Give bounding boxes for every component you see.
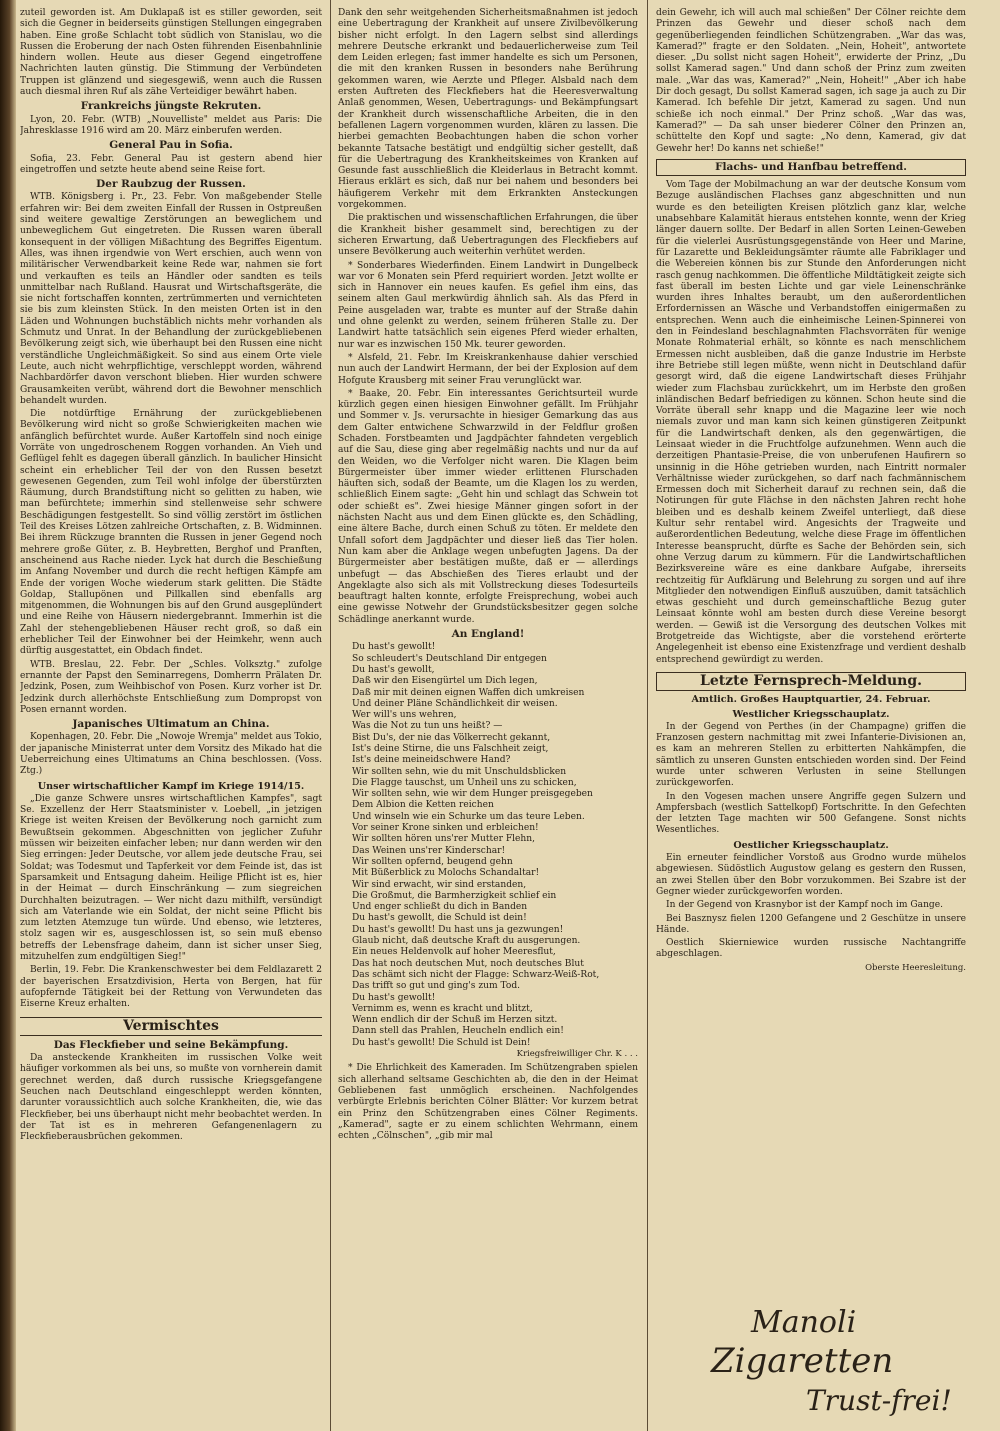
poem-line: Daß mir mit deinen eignen Waffen dich umkreisen xyxy=(352,687,585,698)
poem-line: Du hast's gewollt, xyxy=(352,664,435,675)
poem-line: Die Flagge tauschst, um Unheil uns zu schicken, xyxy=(352,777,577,788)
poem-line: Das schämt sich nicht der Flagge: Schwarz-Weiß-Rot, xyxy=(352,969,600,980)
article-text: dein Gewehr, ich will auch mal schießen" Der Cölner reichte dem Prinzen das Gewehr und dieser schoß nach dem gegenüberliegenden feindlichen Schützengraben. „War das was, Kamerad?" fragte er den Soldaten. „Nein, Hoheit", antwortete dieser. „Du sollst nicht sagen Hoheit", erwiderte der Prinz, „Du sollst Kamerad sagen." Und dann schoß der Prinz zum zweiten male. „War das was, Kamerad?" „Nein, Hoheit!" „Aber ich habe Dir doch gesagt, Du sollst Kamerad sagen, ich sage ja auch zu Dir Kamerad. Ich befehle Dir jetzt, Kamerad zu sagen. Und nun schieße ich noch einmal." Der Prinz schoß. „War das was, Kamerad?" — Da sah unser biederer Cölner den Prinzen an, schüttelte den Kopf und sagte: „No denn, Kamerad, giv dat Gewehr her! Do kanns net schieße!" xyxy=(656,8,966,154)
poem-line: Du hast's gewollt! Die Schuld ist Dein! xyxy=(352,1037,531,1048)
manoli-advertisement xyxy=(656,1298,966,1418)
column-1 xyxy=(20,8,322,1423)
article-text: Die notdürftige Ernährung der zurückgebliebenen Bevölkerung wird nicht so große Schwierigkeiten machen wie anfänglich befürchtet wurde. Außer Kartoffeln sind noch einige Vorräte von ungedroschenem Roggen vorhanden. An Vieh und Geflügel fehlt es dagegen überall gänzlich. In baulicher Hinsicht scheint ein erheblicher Teil der von den Russen besetzt gewesenen Gegenden, zum Teil wohl infolge der überstürzten Räumung, durch Brandstiftung nicht so gelitten zu haben, wie man befürchtete; immerhin sind stellenweise sehr schwere Beschädigungen festgestellt. So sind völlig zerstört im östlichen Teil des Kreises Lötzen zahlreiche Ortschaften, z. B. Widminnen. Bei ihrem Rückzuge brannten die Russen in jener Gegend noch mehrere große Güter, z. B. Heybretten, Berghof und Pranften, anscheinend aus Rache nieder. Lyck hat durch die Beschießung im Anfang November und durch die recht heftigen Kämpfe am Ende der vorigen Woche wiederum stark gelitten. Die Städte Goldap, Stallupönen und Pillkallen sind ebenfalls arg mitgenommen, die Wohnungen bis auf den Grund ausgeplündert und eine Reihe von Häusern niedergebrannt. Immerhin ist die Zahl der stehengebliebenen Häuser recht groß, so daß ein erheblicher Teil der Einwohner bei der Heimkehr, wenn auch dürftig ausgestattet, ein Obdach findet. xyxy=(20,409,322,657)
poem-line: Wir sollten hören uns'rer Mutter Flehn, xyxy=(352,834,536,845)
poem-line: Und enger schließt du dich in Banden xyxy=(352,902,528,913)
article-text: zuteil geworden ist. Am Duklapaß ist es stiller geworden, seit sich die Gegner in beiderseits günstigen Stellungen eingegraben haben. Eine große Schlacht tobt südlich von Stanislau, wo die Russen die Eroberung der nach Osten führenden Eisenbahnlinie hindern wollen. Heute aus dieser Gegend eingetroffene Nachrichten lauten günstig. Die Stimmung der Verbündeten Truppen ist glänzend und siegesgewiß, wenn auch die Russen auch diesmal ihren Ruf als zähe Verteidiger bewährt haben. xyxy=(20,8,322,98)
article-text: Oestlich Skierniewice wurden russische Nachtangriffe abgeschlagen. xyxy=(656,938,966,960)
poem-line: Das Weinen uns'rer Kinderschar! xyxy=(352,845,506,856)
binding-gutter xyxy=(0,0,16,1431)
poem-line: Ist's deine Stirne, die uns Falschheit zeigt, xyxy=(352,744,549,754)
poem-line: Dann stell das Prahlen, Heucheln endlich ein! xyxy=(352,1026,564,1037)
poem-line: Wir sollten opfernd, beugend gehn xyxy=(352,856,513,867)
article-text: Berlin, 19. Febr. Die Krankenschwester bei dem Feldlazarett 2 der bayerischen Ersatzdivision, Herta von Bergen, hat für aufopfernde Tätigkeit bei der Rettung von Verwundeten das Eiserne Kreuz erhalten. xyxy=(20,965,322,1010)
headline-raubzug: Der Raubzug der Russen. xyxy=(96,178,246,191)
column-rule-1 xyxy=(330,0,331,1431)
headline-japan: Japanisches Ultimatum an China. xyxy=(72,718,270,731)
poem-line: Wenn endlich dir der Schuß im Herzen sitzt. xyxy=(352,1015,558,1026)
poem-line: Wir sind erwacht, wir sind erstanden, xyxy=(352,879,527,890)
poem-line: Das trifft so gut und ging's zum Tod. xyxy=(352,981,521,992)
headline-east: Oestlicher Kriegsschauplatz. xyxy=(733,839,889,851)
article-text: Bei Basznysz fielen 1200 Gefangene und 2 Geschütze in unsere Hände. xyxy=(656,913,966,935)
article-text: Da ansteckende Krankheiten im russischen Volke weit häufiger vorkommen als bei uns, so mußte von vornherein damit gerechnet werden, daß durch russische Kriegsgefangene Seuchen nach Deutschland eingeschleppt werden könnten, darunter voraussichtlich auch solche Krankheiten, die, wie das Fleckfieber, bei uns überhaupt nicht mehr beobachtet werden. In der Tat ist es in mehreren Gefangenenlagern zu Fleckfieberausbrüchen gekommen. xyxy=(20,1053,322,1143)
article-text: * Die Ehrlichkeit des Kameraden. Im Schützengraben spielen sich allerhand seltsame Geschichten ab, die den in der Heimat Gebliebenen fast unmöglich erscheinen. Nachfolgendes verbürgte Erlebnis berichten Cölner Blätter: Vor kurzem betrat ein Prinz den Schützengraben eines Cölner Regiments. „Kamerad", sagte er zu einem schlichten Wehrmann, einem echten „Cölnschen", „gib mir mal xyxy=(338,1063,638,1142)
headline-flachs: Flachs- und Hanfbau betreffend. xyxy=(656,159,966,176)
article-text: WTB. Breslau, 22. Febr. Der „Schles. Volksztg." zufolge ernannte der Papst den Seminarregens, Domherrn Prälaten Dr. Jedzink, Posen, zum Weihbischof von Posen. Kurz vorher ist Dr. Jedzink durch allerhöchste Entschließung zum Dompropst von Posen ernannt worden. xyxy=(20,659,322,715)
column-rule-2 xyxy=(647,0,648,1431)
section-vermischtes: Vermischtes xyxy=(20,1017,322,1036)
article-text: In den Vogesen machen unsere Angriffe gegen Sulzern und Ampfersbach (westlich Sattelkopf) Fortschritte. In den Gefechten der letzten Tage machten wir 500 Gefangene. Sonst nichts Wesentliches. xyxy=(656,791,966,836)
poem xyxy=(338,642,638,1049)
article-text: In der Gegend von Krasnybor ist der Kampf noch im Gange. xyxy=(666,900,944,911)
poem-line: Die Großmut, die Barmherzigkeit schlief ein xyxy=(352,890,557,901)
column-3 xyxy=(656,8,966,1423)
dateline: Amtlich. Großes Hauptquartier, 24. Februar. xyxy=(691,694,931,706)
article-text: Vom Tage der Mobilmachung an war der deutsche Konsum vom Bezuge ausländischen Flachses ganz abgeschnitten und nun wurde es den beteiligten Kreisen plötzlich ganz klar, welche unabsehbare Kalamität hieraus entstehen konnte, wenn der Krieg länger dauern sollte. Der Bedarf in allen Sorten Leinen-Geweben für die vielerlei Ausrüstungsgegenstände von Heer und Marine, für Lazarette und Bekleidungsämter räumte alle Fabriklager und die Webereien können bis zur Stunde den Anforderungen nicht rasch genug nachkommen. Die öffentliche Mildtätigkeit zeigte sich fast überall im besten Lichte und gar viele Leinenschränke wurden ihres Inhaltes beraubt, um den außerordentlichen Erfordernissen an Wäsche und Verbandstoffen einigermaßen zu entsprechen. Wenn auch die einheimische Leinen-Spinnerei von den in Feindesland beschlagnahmten Flachsvorräten für wenige Monate Rohmaterial erhält, so könnte es nach menschlichem Ermessen nicht ausbleiben, daß die ganze Industrie im Herbste ihre Betriebe still legen müßte, wenn nicht in Deutschland dafür gesorgt wird, daß die eigene Landwirtschaft dieses Frühjahr wieder zum Flachsbau zurückkehrt, um im Herbste den großen inländischen Bedarf befriedigen zu können. Schon heute sind die Vorräte überall sehr knapp und die Magazine leer wie noch niemals zuvor und man kann sich keinen günstigeren Zeitpunkt für die Landwirtschaft denken, als den gegenwärtigen, die Leinsaat wieder in die Fruchtfolge aufzunehmen. Wenn auch die derzeitigen Phantasie-Preise, die von unberufenen Haufirern so unsinnig in die Höhe getrieben wurden, nach Eintritt normaler Verhältnisse wieder zurückgehen, so darf nach fachmännischem Ermessen doch mit Sicherheit darauf zu rechnen sein, daß die Notirungen für gute Flächse in den nächsten Jahren recht hohe bleiben und es deshalb keinem Zweifel unterliegt, daß diese Kultur sehr rentabel wird. Angesichts der Tragweite und außerordentlichen Bedeutung, welche diese Frage im öffentlichen Interesse beansprucht, dürfte es Sache der Behörden sein, sich ohne Verzug darum zu kümmern. Für die Landwirtschaftlichen Bezirksvereine wäre es eine dankbare Aufgabe, ihrerseits rechtzeitig für Aufklärung und Belehrung zu sorgen und auf ihre Mitglieder den notwendigen Einfluß auszuüben, damit tatsächlich etwas geschieht und durch gemeinschaftliche Bezug guter Leinsaat könnte wohl am besten durch diese Vereine besorgt werden. — Gewiß ist die Versorgung des deutschen Volkes mit Brotgetreide das Wichtigste, aber die vorstehend erörterte Angelegenheit ist ebenso eine Existenzfrage und verdient deshalb entsprechend gewürdigt zu werden. xyxy=(656,180,966,665)
ad-product: Zigaretten xyxy=(711,1341,894,1381)
poem-line: Wir sollten sehn, wie du mit Unschuldsblicken xyxy=(352,766,567,777)
article-text: Ein erneuter feindlicher Vorstoß aus Grodno wurde mühelos abgewiesen. Südöstlich Augustow gelang es gestern den Russen, an zwei Stellen über den Bobr vorzukommen. Bei Szabre ist der Gegner wieder zurückgeworfen worden. xyxy=(656,853,966,897)
poem-line: Vernimm es, wenn es kracht und blitzt, xyxy=(352,1003,533,1014)
column-2 xyxy=(338,8,638,1423)
poem-line: Bist Du's, der nie das Völkerrecht gekannt, xyxy=(352,732,551,743)
signature-oberste-heeresleitung: Oberste Heeresleitung. xyxy=(865,962,966,973)
article-text: * Sonderbares Wiederfinden. Einem Landwirt in Dungelbeck war vor 6 Monaten sein Pferd requiriert worden. Jetzt wollte er sich in Hannover ein neues kaufen. Es gefiel ihm eins, das seinem alten Gaul merkwürdig ähnlich sah. Als das Pferd in Peine ausgeladen war, trabte es munter auf der Straße dahin und ohne gelenkt zu werden, seinem früheren Stalle zu. Der Landwirt hatte tatsächlich sein eigenes Pferd wieder erhalten, nur war es inzwischen 150 Mk. teurer geworden. xyxy=(338,260,638,350)
article-text: * Baake, 20. Febr. Ein interessantes Gerichtsurteil wurde kürzlich gegen einen hiesigen Einwohner gefällt. Im Frühjahr und Sommer v. Js. verursachte in hiesiger Gemarkung das aus dem Galter entwichene Schwarzwild in der Feldflur großen Schaden. Forstbeamten und Jagdpächter fahndeten vergeblich auf die Sau, diese ging aber regelmäßig nachts und nur da auf den Weiden, wo die Verfolger nicht waren. Die Klagen beim Bürgermeister über immer wieder erlittenen Flurschaden häuften sich, sodaß der Beamte, um die Klagen los zu werden, schließlich Einem sagte: „Geht hin und schlagt das Schwein tot oder schießt es". Zwei hiesige Männer gingen sofort in der nächsten Nacht aus und dem Einen glückte es, den Schädling, eine ältere Bache, durch einen Schuß zu töten. Er meldete den Unfall sofort dem Jagdpächter und dieser ließ das Tier holen. Nun kam aber die Anklage wegen unbefugten Jagens. Da der Bürgermeister aber bestätigen mußte, daß er — allerdings unbefugt — das Abschießen des Tieres erlaubt und der Angeklagte also sich als mit Vollstreckung dieses Todesurteils beauftragt halten konnte, erfolgte Freisprechung, wobei auch eine gewisse Notwehr der Grundstücksbesitzer gegen solche Schädlinge anerkannt wurde. xyxy=(338,388,638,625)
poem-line: Dem Albion die Ketten reichen xyxy=(352,800,494,811)
poem-line: Was die Not zu tun uns heißt? — xyxy=(352,721,503,732)
article-text: Kopenhagen, 20. Febr. Die „Nowoje Wremja" meldet aus Tokio, der japanische Ministerrat unter dem Vorsitz des Mikado hat die Ueberreichung eines Ultimatums an China beschlossen. (Voss. Ztg.) xyxy=(20,732,322,777)
article-text: Lyon, 20. Febr. (WTB) „Nouvelliste" meldet aus Paris: Die Jahresklasse 1916 wird am 20. März einberufen werden. xyxy=(20,114,322,136)
poem-line: Ein neues Heldenvolk auf hoher Meeresflut, xyxy=(352,947,556,958)
article-text: Die praktischen und wissenschaftlichen Erfahrungen, die über die Krankheit bisher gesammelt sind, berechtigen zu der sicheren Erwartung, daß Uebertragungen des Fleckfiebers auf unsere Bevölkerung auch weiterhin verhütet werden. xyxy=(338,213,638,258)
poem-line: Glaub nicht, daß deutsche Kraft du ausgerungen. xyxy=(352,936,581,947)
article-text: „Die ganze Schwere unsres wirtschaftlichen Kampfes", sagt Se. Exzellenz der Herr Staatsminister v. Loebell, „in jetzigen Kriege ist weiten Kreisen der Bevölkerung noch garnicht zum Bewußtsein gekommen. Abgeschnitten von jeglicher Zufuhr müssen wir beizeiten einfacher leben; nur dann werden wir den Sieg erringen: Jeder Deutsche, vor allem jede deutsche Frau, sei Soldat; was Todesmut und Tapferkeit vor dem Feinde ist, das ist Sparsamkeit und Entsagung daheim. Heilige Pflicht ist es, hier in der Heimat — durch Einschränkung — zum siegreichen Durchhalten beizutragen. — Wer nicht dazu mithilft, versündigt sich am Vaterlande wie ein Soldat, der nicht seine Pflicht bis zum letzten Atemzuge tun würde. Und ebenso, wie letzteres, stolz sagen wir es, ausgeschlossen ist, so sein muß ebenso betreffs der Lebensfrage daheim, dann ist sicher unser Sieg, mitzuhelfen zum endgültigen Sieg!" xyxy=(20,793,322,963)
headline-poem: An England! xyxy=(451,628,525,641)
poem-line: Und deiner Pläne Schändlichkeit dir weisen. xyxy=(352,698,558,709)
poem-line: Das hat noch deutschen Mut, noch deutsches Blut xyxy=(352,958,584,969)
article-text: Sofia, 23. Febr. General Pau ist gestern abend hier eingetroffen und setzte heute abend seine Reise fort. xyxy=(20,153,322,175)
article-text: Dank den sehr weitgehenden Sicherheitsmaßnahmen ist jedoch eine Uebertragung der Krankheit auf unsere Zivilbevölkerung bisher nicht erfolgt. In den Lagern selbst sind allerdings mehrere Deutsche erkrankt und bedauerlicherweise zum Teil dem Leiden erlegen; fast immer handelte es sich um Personen, die mit den kranken Russen in besonders nahe Berührung gekommen waren, wie Aerzte und Pfleger. Alsbald nach dem ersten Auftreten des Fleckfiebers hat die Heeresverwaltung Anlaß genommen, Wesen, Uebertragungs- und Bekämpfungsart der Krankheit durch wissenschaftliche Arbeiten, die in den befallenen Lagern vorgenommen wurden, klären zu lassen. Die hierbei gemachten Beobachtungen haben die schon vorher bekannte Tatsache bestätigt und endgültig sicher gestellt, daß für die Uebertragung des Krankheitskeimes von Kranken auf Gesunde fast ausschließlich die Kleiderlaus in Betracht kommt. Hieraus erklärt es sich, daß nur bei nahem und besonders bei häufigerem Verkehr mit dem Erkrankten Ansteckungen vorgekommen. xyxy=(338,8,638,211)
poem-line: Mit Büßerblick zu Molochs Schandaltar! xyxy=(352,868,540,879)
headline-pau: General Pau in Sofia. xyxy=(109,139,233,152)
poem-line: Wir sollten sehn, wie wir dem Hunger preisgegeben xyxy=(352,789,593,800)
headline-france: Frankreichs jüngste Rekruten. xyxy=(80,100,262,113)
headline-fleckfieber: Das Fleckfieber und seine Bekämpfung. xyxy=(53,1038,289,1051)
headline-last-report: Letzte Fernsprech-Meldung. xyxy=(656,672,966,691)
article-text: In der Gegend von Perthes (in der Champagne) griffen die Franzosen gestern nachmittag mit zwei Infanterie-Divisionen an, es kam an mehreren Stellen zu erbitterten Nahkämpfen, die sämtlich zu unseren Gunsten entschieden worden sind. Der Feind wurde unter schweren Verlusten in seine Stellungen zurückgeworfen. xyxy=(656,721,966,789)
poem-line: Ist's deine meineidschwere Hand? xyxy=(352,755,511,766)
poem-line: Du hast's gewollt! xyxy=(352,642,436,653)
poem-line: Vor seiner Krone sinken und erbleichen! xyxy=(352,823,539,834)
headline-west: Westlicher Kriegsschauplatz. xyxy=(732,708,890,720)
article-text: WTB. Königsberg i. Pr., 23. Febr. Von maßgebender Stelle erfahren wir: Bei dem zweiten Einfall der Russen in Ostpreußen sind weitere gewaltige Zerstörungen an beweglichem und unbeweglichem Gut eingetreten. Die Russen waren überall konsequent in der völligen Mißachtung des Begriffes Eigentum. Alles, was ihnen irgendwie von Wert erschien, auch wenn von militärischer Verwendbarkeit keine Rede war, nahmen sie fort und verkauften es teils an Händler oder sandten es teils unmittelbar nach Rußland. Hausrat und Wirtschaftsgeräte, die sie nicht fortschaffen konnten, zertrümmerten und vernichteten sie bis zum kleinsten Stück. In den meisten Orten ist in den Läden und Wohnungen buchstäblich nichts mehr vorhanden als Schmutz und Unrat. In der Behandlung der zurückgebliebenen Bevölkerung zeigt sich, wie überhaupt bei den Russen eine nicht verständliche Ungleichmäßigkeit. So sind aus einem Orte viele Leute, auch nicht wehrpflichtige, verschleppt worden, während Nachbardörfer davon verschont blieben. Hier wurden schwere Grausamkeiten verübt, während dort die Bewohner menschlich behandelt wurden. xyxy=(20,192,322,406)
poem-line: Und winseln wie ein Schurke um das teure Leben. xyxy=(352,811,585,822)
newspaper-page xyxy=(16,0,1000,1431)
poem-signature: Kriegsfreiwilliger Chr. K . . . xyxy=(516,1049,638,1060)
article-text: * Alsfeld, 21. Febr. Im Kreiskrankenhause dahier verschied nun auch der Landwirt Hermann, der bei der Explosion auf dem Hofgute Krausberg mit seiner Frau verunglückt war. xyxy=(338,352,638,386)
ad-slogan: Trust-frei! xyxy=(806,1384,952,1417)
poem-line: Du hast's gewollt! Du hast uns ja gezwungen! xyxy=(352,924,564,935)
poem-line: So schleudert's Deutschland Dir entgegen xyxy=(352,653,547,664)
headline-kampf: Unser wirtschaftlicher Kampf im Kriege 1914/15. xyxy=(37,780,305,792)
poem-line: Wer will's uns wehren, xyxy=(352,710,457,721)
ad-brand: Manoli xyxy=(751,1305,857,1340)
poem-line: Du hast's gewollt! xyxy=(352,992,436,1003)
poem-line: Daß wir den Eisengürtel um Dich legen, xyxy=(352,676,538,687)
poem-line: Du hast's gewollt, die Schuld ist dein! xyxy=(352,913,527,924)
